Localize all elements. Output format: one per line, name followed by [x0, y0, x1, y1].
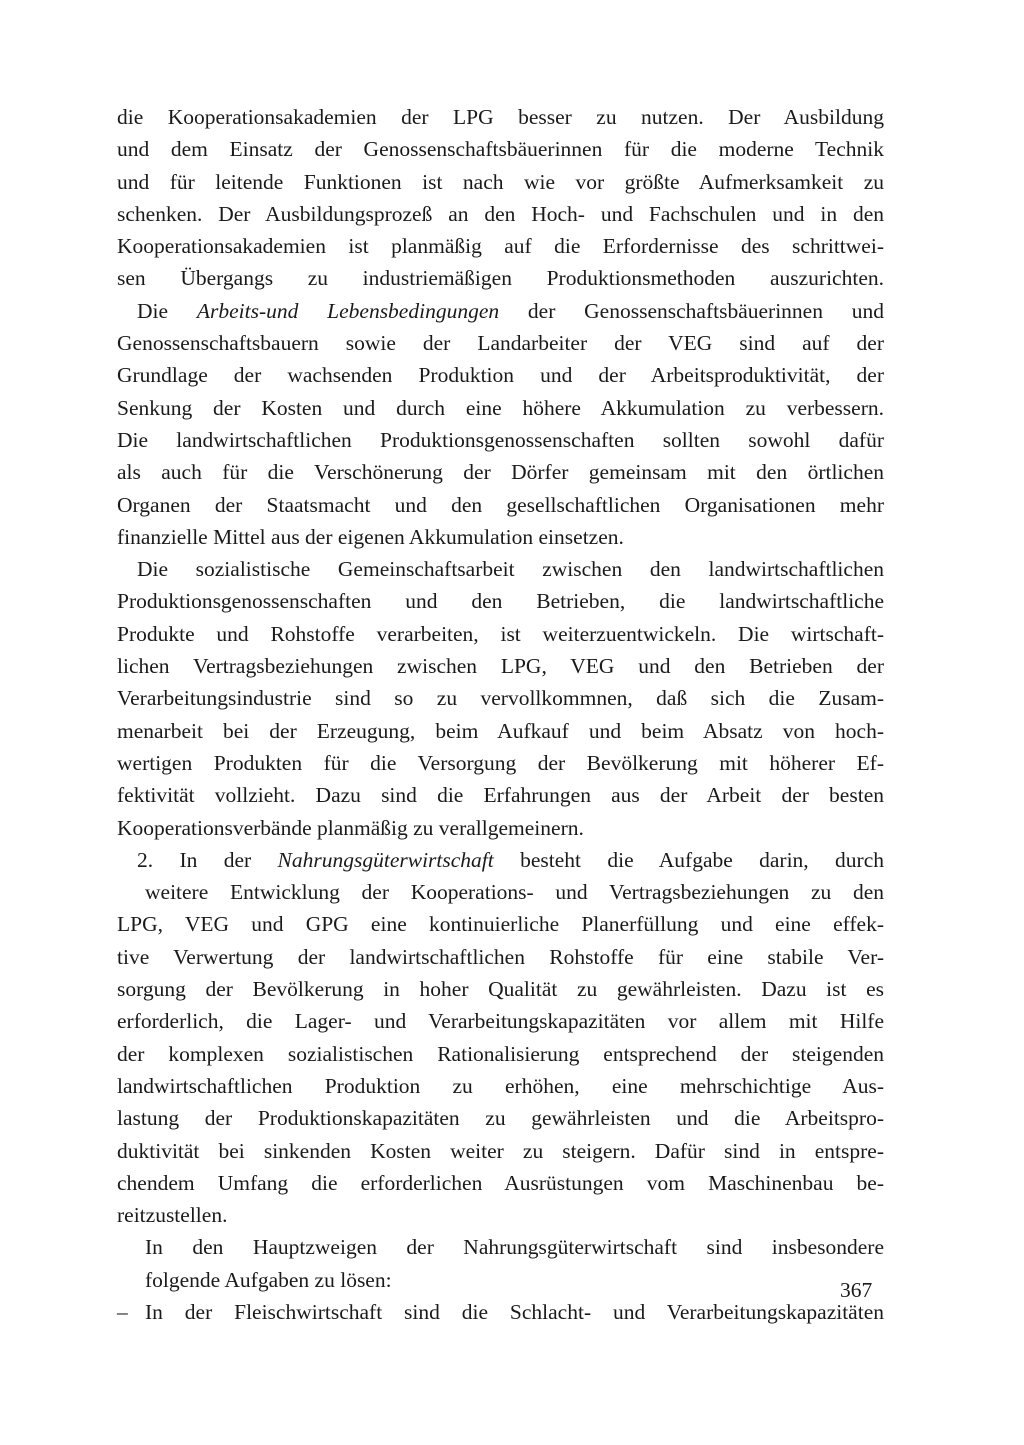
text-line: Senkung der Kosten und durch eine höhere Akkumulation zu verbessern. — [117, 395, 884, 420]
text-line: Grundlage der wachsenden Produktion und der Arbeitsproduktivität, der — [117, 363, 884, 388]
body-text — [117, 101, 884, 1328]
text-line: lastung der Produktionskapazitäten zu gewährleisten und die Arbeitspro- — [117, 1106, 884, 1131]
list-item — [117, 1296, 884, 1328]
emphasis-text: Nahrungsgüterwirtschaft — [277, 847, 494, 872]
text-line: duktivität bei sinkenden Kosten weiter zu steigern. Dafür sind in entspre- — [117, 1138, 884, 1163]
text-line: der komplexen sozialistischen Rationalisierung entsprechend der steigenden — [117, 1041, 884, 1066]
paragraph-2 — [117, 295, 884, 553]
text-line: Kooperationsverbände planmäßig zu verallgemeinern. — [117, 815, 584, 840]
page-number: 367 — [840, 1278, 873, 1302]
text-line: Produkte und Rohstoffe verarbeiten, ist weiterzuentwickeln. Die wirtschaft- — [117, 621, 884, 646]
text-line: Genossenschaftsbauern sowie der Landarbeiter der VEG sind auf der — [117, 331, 884, 356]
text-line: reitzustellen. — [117, 1203, 228, 1228]
text-line — [117, 844, 884, 876]
text-line: sorgung der Bevölkerung in hoher Qualität zu gewährleisten. Dazu ist es — [117, 977, 884, 1002]
text-line: Produktionsgenossenschaften und den Betrieben, die landwirtschaftliche — [117, 589, 884, 614]
text-run: besteht die Aufgabe darin, durch — [493, 847, 884, 872]
text-line: In den Hauptzweigen der Nahrungsgüterwirtschaft sind insbesondere — [145, 1235, 884, 1260]
text-line: als auch für die Verschönerung der Dörfer gemeinsam mit den örtlichen — [117, 460, 884, 485]
text-line: fektivität vollzieht. Dazu sind die Erfahrungen aus der Arbeit der besten — [117, 783, 884, 808]
text-line: und für leitende Funktionen ist nach wie vor größte Aufmerksamkeit zu — [117, 169, 884, 194]
text-line: folgende Aufgaben zu lösen: — [145, 1267, 392, 1292]
text-line: Verarbeitungsindustrie sind so zu vervollkommnen, daß sich die Zusam- — [117, 686, 884, 711]
text-line: tive Verwertung der landwirtschaftlichen Rohstoffe für eine stabile Ver- — [117, 944, 884, 969]
text-line — [117, 295, 884, 327]
paragraph-3 — [117, 553, 884, 844]
text-line: sen Übergangs zu industriemäßigen Produktionsmethoden auszurichten. — [117, 266, 884, 291]
text-line: erforderlich, die Lager- und Verarbeitungskapazitäten vor allem mit Hilfe — [117, 1009, 884, 1034]
text-line: die Kooperationsakademien der LPG besser zu nutzen. Der Ausbildung — [117, 105, 884, 129]
text-line: Kooperationsakademien ist planmäßig auf die Erfordernisse des schrittwei- — [117, 234, 884, 259]
text-line: lichen Vertragsbeziehungen zwischen LPG, VEG und den Betrieben der — [117, 654, 884, 679]
text-line: Organen der Staatsmacht und den gesellschaftlichen Organisationen mehr — [117, 492, 884, 517]
text-line: menarbeit bei der Erzeugung, beim Aufkauf und beim Absatz von hoch- — [117, 718, 884, 743]
paragraph-1 — [117, 101, 884, 295]
paragraph-4 — [117, 844, 884, 1232]
text-line: Die landwirtschaftlichen Produktionsgenossenschaften sollten sowohl dafür — [117, 427, 884, 452]
text-line: landwirtschaftlichen Produktion zu erhöhen, eine mehrschichtige Aus- — [117, 1073, 884, 1098]
text-line: wertigen Produkten für die Versorgung der Bevölkerung mit höherer Ef- — [117, 750, 884, 775]
text-run: der Genossenschaftsbäuerinnen und — [499, 298, 884, 323]
paragraph-5 — [117, 1231, 884, 1296]
list-item-text: In der Fleischwirtschaft sind die Schlacht- und Verarbeitungskapazitäten — [145, 1299, 884, 1324]
text-line: chendem Umfang die erforderlichen Ausrüstungen vom Maschinenbau be- — [117, 1170, 884, 1195]
text-line: LPG, VEG und GPG eine kontinuierliche Planerfüllung und eine effek- — [117, 912, 884, 937]
text-line: weitere Entwicklung der Kooperations- und Vertragsbeziehungen zu den — [145, 880, 884, 905]
dash-bullet: – — [117, 1299, 128, 1324]
text-run: Die — [137, 298, 197, 323]
text-line: Die sozialistische Gemeinschaftsarbeit zwischen den landwirtschaftlichen — [137, 557, 884, 582]
text-line: finanzielle Mittel aus der eigenen Akkumulation einsetzen. — [117, 524, 624, 549]
text-line: und dem Einsatz der Genossenschaftsbäuerinnen für die moderne Technik — [117, 137, 884, 162]
emphasis-text: Arbeits-und Lebensbedingungen — [196, 298, 500, 323]
text-line: schenken. Der Ausbildungsprozeß an den Hoch- und Fachschulen und in den — [117, 201, 884, 226]
text-run: 2. In der — [137, 847, 278, 872]
